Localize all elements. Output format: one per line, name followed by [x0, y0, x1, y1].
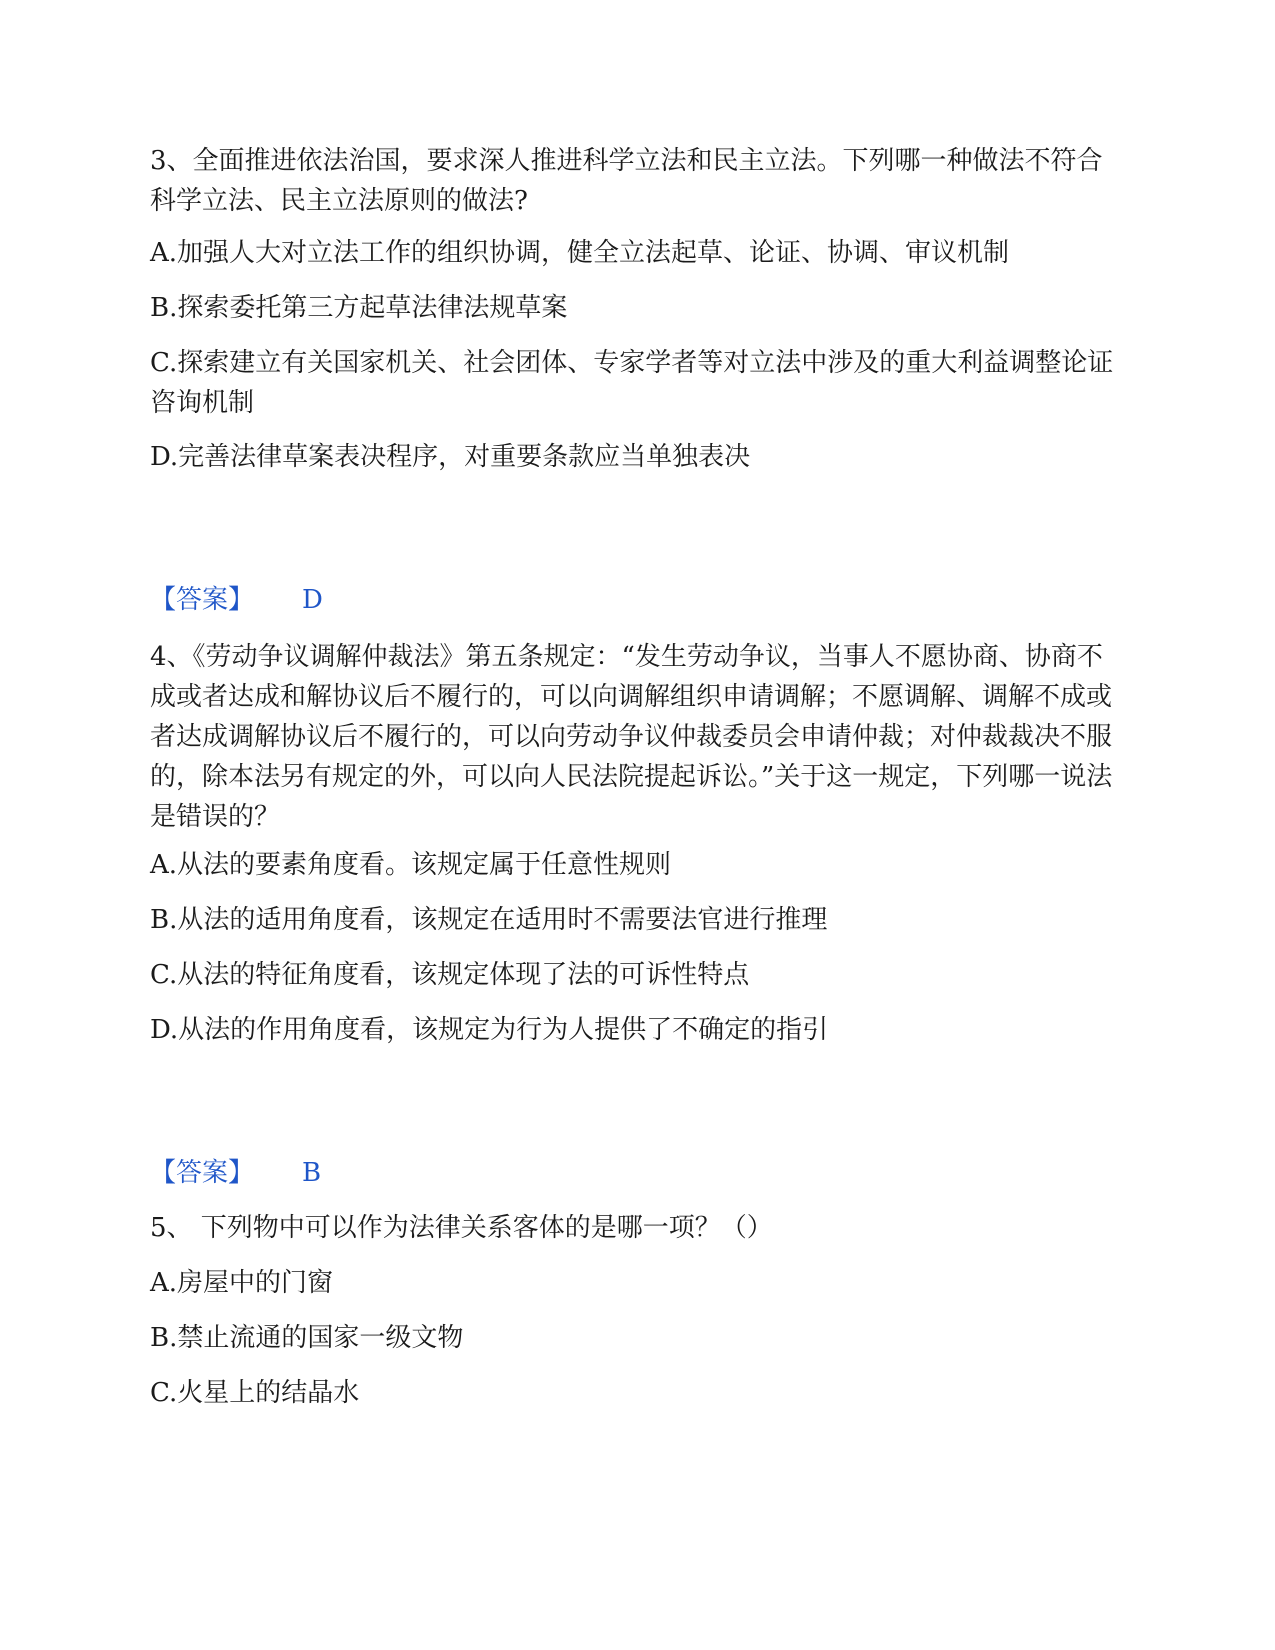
- question-4-answer: [150, 1153, 321, 1193]
- question-3-option-d: D.完善法律草案表决程序，对重要条款应当单独表决: [150, 442, 751, 472]
- question-3-option-b: B.探索委托第三方起草法律法规草案: [150, 293, 568, 323]
- question-4-option-d: D.从法的作用角度看，该规定为行为人提供了不确定的指引: [150, 1015, 829, 1045]
- question-3-option-a: A.加强人大对立法工作的组织协调，健全立法起草、论证、协调、审议机制: [150, 238, 1010, 268]
- answer-value: B: [302, 1158, 322, 1188]
- document-page: [150, 0, 1125, 1650]
- question-4-option-c: C.从法的特征角度看，该规定体现了法的可诉性特点: [150, 960, 750, 990]
- question-4-option-b: B.从法的适用角度看，该规定在适用时不需要法官进行推理: [150, 905, 828, 935]
- question-3-stem: 3、全面推进依法治国，要求深人推进科学立法和民主立法。下列哪一种做法不符合科学立法、民主立法原则的做法?: [150, 146, 1103, 216]
- question-5-stem: 5、 下列物中可以作为法律关系客体的是哪一项？（）: [150, 1213, 773, 1243]
- question-3-option-c: C.探索建立有关国家机关、社会团体、专家学者等对立法中涉及的重大利益调整论证咨询机制: [150, 348, 1114, 418]
- question-3-answer: [150, 580, 323, 620]
- question-5-option-a: A.房屋中的门窗: [150, 1268, 334, 1298]
- answer-value: D: [302, 585, 323, 615]
- question-4-stem: 4、《劳动争议调解仲裁法》第五条规定：“发生劳动争议，当事人不愿协商、协商不成或者达成和解协议后不履行的，可以向调解组织申请调解；不愿调解、调解不成或者达成调解协议后不履行的，可以向劳动争议仲裁委员会申请仲裁；对仲裁裁决不服的，除本法另有规定的外，可以向人民法院提起诉讼。”关于这一规定，下列哪一说法是错误的？: [150, 642, 1113, 832]
- question-5-option-b: B.禁止流通的国家一级文物: [150, 1323, 464, 1353]
- question-5-option-c: C.火星上的结晶水: [150, 1378, 360, 1408]
- answer-label: 【答案】: [150, 1158, 255, 1188]
- answer-label: 【答案】: [150, 585, 255, 615]
- question-4-option-a: A.从法的要素角度看。该规定属于任意性规则: [150, 850, 672, 880]
